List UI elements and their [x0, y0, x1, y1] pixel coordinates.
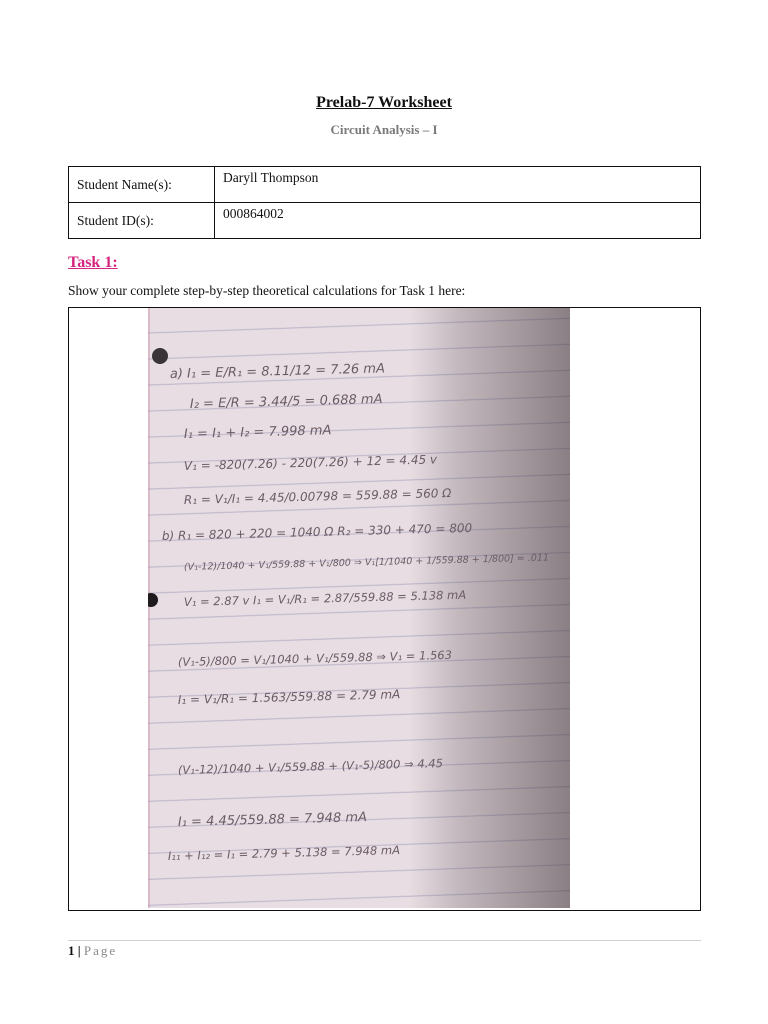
task-1-answer-box[interactable] [68, 307, 701, 911]
handwritten-line: I₁ = V₁/R₁ = 1.563/559.88 = 2.79 mA [177, 687, 401, 707]
handwritten-line: R₁ = V₁/I₁ = 4.45/0.00798 = 559.88 = 560 Ω [183, 485, 452, 507]
page-number: 1 [68, 943, 75, 958]
handwritten-line: I₁ = 4.45/559.88 = 7.948 mA [177, 810, 368, 830]
student-name-label: Student Name(s): [69, 167, 215, 203]
task-1-heading: Task 1: [68, 254, 118, 271]
binder-hole-icon [152, 348, 168, 364]
handwritten-line: V₁ = 2.87 v I₁ = V₁/R₁ = 2.87/559.88 = 5.138 mA [183, 587, 467, 609]
handwritten-line: (V₁-5)/800 = V₁/1040 + V₁/559.88 ⇒ V₁ = 1.563 [177, 647, 453, 669]
student-name-value[interactable]: Daryll Thompson [215, 167, 701, 203]
handwriting-layer [148, 308, 570, 908]
student-id-label: Student ID(s): [69, 203, 215, 239]
page-footer [68, 943, 117, 959]
handwritten-calculations-photo [148, 308, 570, 908]
student-name-row [69, 167, 701, 203]
handwritten-line: (V₁-12)/1040 + V₁/559.88 + (V₁-5)/800 ⇒ 4.45 [177, 756, 444, 777]
page-separator: | [74, 943, 84, 958]
student-id-row [69, 203, 701, 239]
task-1-instruction: Show your complete step-by-step theoretical calculations for Task 1 here: [68, 283, 466, 298]
student-info-table [68, 166, 701, 239]
footer-divider [68, 940, 701, 941]
handwritten-line: a) I₁ = E/R₁ = 8.11/12 = 7.26 mA [169, 361, 386, 382]
handwritten-line: b) R₁ = 820 + 220 = 1040 Ω R₂ = 330 + 470 = 800 [161, 520, 473, 543]
worksheet-subtitle: Circuit Analysis – I [330, 122, 438, 137]
handwritten-line: I₂ = E/R = 3.44/5 = 0.688 mA [189, 391, 383, 412]
handwritten-line: I₁₁ + I₁₂ = I₁ = 2.79 + 5.138 = 7.948 mA [167, 842, 401, 863]
handwritten-line: V₁ = -820(7.26) - 220(7.26) + 12 = 4.45 v [183, 452, 438, 473]
page-label: Page [83, 943, 118, 958]
worksheet-title: Prelab-7 Worksheet [316, 94, 452, 111]
handwritten-line: (V₁-12)/1040 + V₁/559.88 + V₁/800 ⇒ V₁[1/1040 + 1/559.88 + 1/800] = .011 [183, 552, 550, 573]
handwritten-line: I₁ = I₁ + I₂ = 7.998 mA [183, 423, 332, 442]
binder-hole-icon [148, 593, 158, 607]
student-id-value[interactable]: 000864002 [215, 203, 701, 239]
